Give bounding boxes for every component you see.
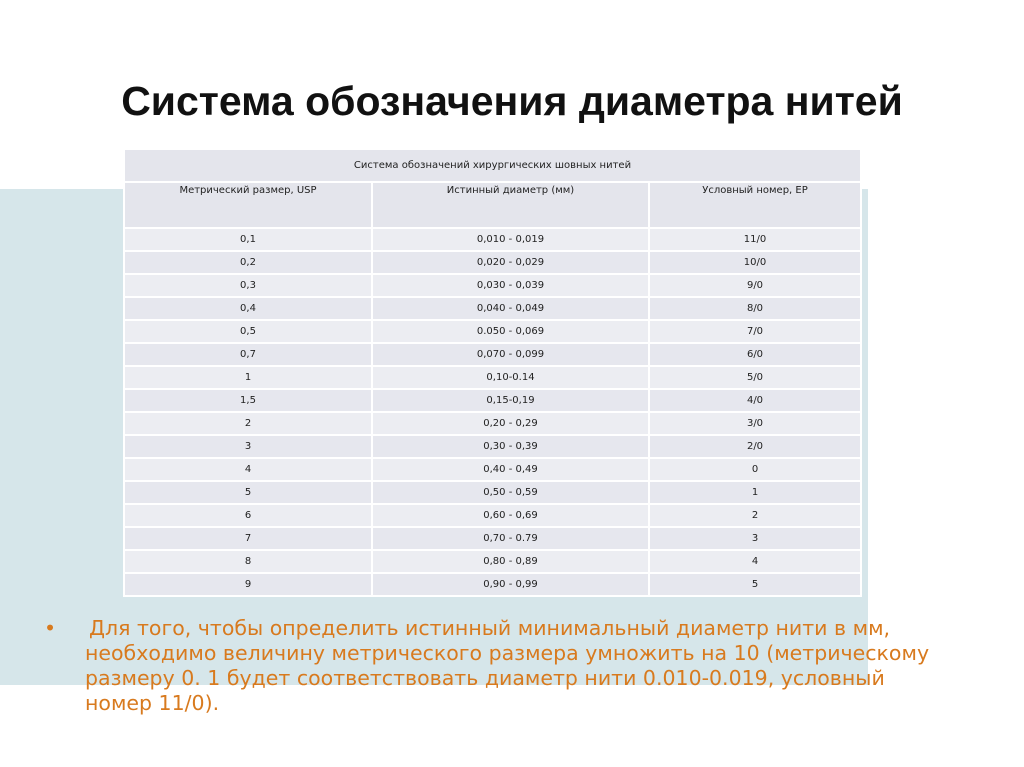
usp-cell: 0,1 <box>124 228 372 251</box>
usp-cell: 0,2 <box>124 251 372 274</box>
usp-cell: 0,3 <box>124 274 372 297</box>
diameter-cell: 0,90 - 0,99 <box>372 573 649 596</box>
diameter-cell: 0,030 - 0,039 <box>372 274 649 297</box>
usp-cell: 8 <box>124 550 372 573</box>
diameter-cell: 0,15-0,19 <box>372 389 649 412</box>
usp-cell: 5 <box>124 481 372 504</box>
diameter-cell: 0,30 - 0,39 <box>372 435 649 458</box>
table-row <box>124 435 861 458</box>
usp-cell: 3 <box>124 435 372 458</box>
usp-cell: 0,5 <box>124 320 372 343</box>
diameter-cell: 0,50 - 0,59 <box>372 481 649 504</box>
table-row <box>124 527 861 550</box>
table-row <box>124 412 861 435</box>
bullet-marker: • <box>44 616 57 640</box>
diameter-cell: 0,10-0.14 <box>372 366 649 389</box>
table-row <box>124 504 861 527</box>
ep-cell: 9/0 <box>649 274 861 297</box>
usp-cell: 6 <box>124 504 372 527</box>
ep-cell: 2 <box>649 504 861 527</box>
bullet-text: Для того, чтобы определить истинный минимальный диаметр нити в мм, необходимо величину метрического размера умножить на 10 (метрическому размеру 0. 1 будет соответствовать диаметр нити 0.010-0.019, условный номер 11/0). <box>85 616 930 715</box>
usp-cell: 2 <box>124 412 372 435</box>
slide-title: Система обозначения диаметра нитей <box>121 78 903 124</box>
ep-cell: 11/0 <box>649 228 861 251</box>
table-row <box>124 297 861 320</box>
diameter-cell: 0,040 - 0,049 <box>372 297 649 320</box>
ep-cell: 4/0 <box>649 389 861 412</box>
diameter-cell: 0,20 - 0,29 <box>372 412 649 435</box>
usp-cell: 1,5 <box>124 389 372 412</box>
table-row <box>124 343 861 366</box>
ep-cell: 6/0 <box>649 343 861 366</box>
table-row <box>124 228 861 251</box>
diameter-cell: 0,70 - 0.79 <box>372 527 649 550</box>
diameter-cell: 0,40 - 0,49 <box>372 458 649 481</box>
diameter-cell: 0,070 - 0,099 <box>372 343 649 366</box>
table-header-row <box>124 182 861 228</box>
suture-size-table <box>123 148 862 597</box>
table-row <box>124 366 861 389</box>
ep-cell: 0 <box>649 458 861 481</box>
usp-cell: 9 <box>124 573 372 596</box>
table-row <box>124 573 861 596</box>
usp-cell: 0,7 <box>124 343 372 366</box>
ep-cell: 2/0 <box>649 435 861 458</box>
diameter-cell: 0,80 - 0,89 <box>372 550 649 573</box>
ep-cell: 5/0 <box>649 366 861 389</box>
table-row <box>124 320 861 343</box>
ep-cell: 7/0 <box>649 320 861 343</box>
diameter-cell: 0,010 - 0,019 <box>372 228 649 251</box>
column-header-usp: Метрический размер, USP <box>124 182 372 228</box>
table-row <box>124 389 861 412</box>
ep-cell: 10/0 <box>649 251 861 274</box>
column-header-diameter: Истинный диаметр (мм) <box>372 182 649 228</box>
ep-cell: 1 <box>649 481 861 504</box>
table-row <box>124 251 861 274</box>
table-caption: Система обозначений хирургических шовных нитей <box>124 149 861 182</box>
ep-cell: 5 <box>649 573 861 596</box>
table-row <box>124 550 861 573</box>
table-caption-row <box>124 149 861 182</box>
diameter-cell: 0.050 - 0,069 <box>372 320 649 343</box>
ep-cell: 4 <box>649 550 861 573</box>
usp-cell: 7 <box>124 527 372 550</box>
table-row <box>124 458 861 481</box>
ep-cell: 8/0 <box>649 297 861 320</box>
column-header-ep: Условный номер, EP <box>649 182 861 228</box>
diameter-cell: 0,60 - 0,69 <box>372 504 649 527</box>
table-row <box>124 481 861 504</box>
ep-cell: 3 <box>649 527 861 550</box>
usp-cell: 1 <box>124 366 372 389</box>
usp-cell: 4 <box>124 458 372 481</box>
usp-cell: 0,4 <box>124 297 372 320</box>
diameter-cell: 0,020 - 0,029 <box>372 251 649 274</box>
table-row <box>124 274 861 297</box>
ep-cell: 3/0 <box>649 412 861 435</box>
